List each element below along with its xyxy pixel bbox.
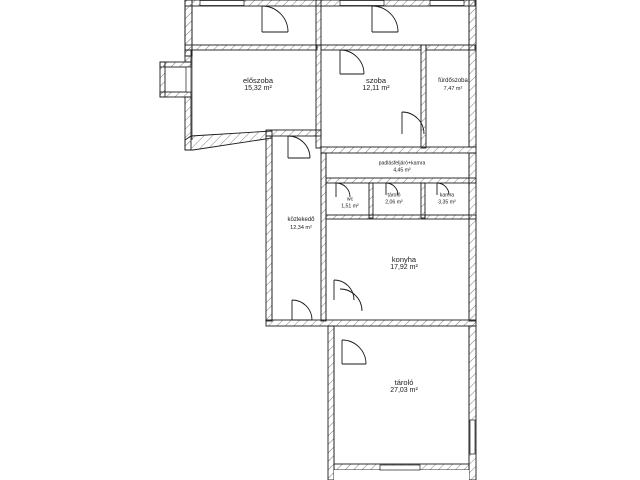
room-area: 15,32 m²	[244, 85, 272, 93]
walls-group	[160, 0, 476, 480]
room-area: 12,11 m²	[362, 85, 390, 93]
room-area: 3,35 m²	[438, 199, 456, 205]
room-name: padlásfeljáró+kamra	[378, 160, 426, 167]
room-area: 4,45 m²	[393, 167, 411, 173]
room-name: előszoba	[242, 75, 274, 85]
room-name: kamra	[439, 192, 455, 199]
room-name: tároló	[387, 192, 401, 199]
room-name: szoba	[365, 75, 387, 85]
room-area: 7,47 m²	[443, 85, 463, 92]
room-name: fürdőszoba	[438, 77, 468, 84]
room-area: 27,03 m²	[390, 387, 418, 395]
room-name: konyha	[391, 254, 417, 264]
room-name: tároló	[394, 377, 414, 387]
room-name: wc	[346, 196, 354, 203]
room-area: 2,06 m²	[385, 199, 403, 205]
room-name: közlekedő	[287, 216, 315, 223]
room-area: 12,34 m²	[290, 224, 312, 231]
room-area: 17,92 m²	[390, 264, 418, 272]
windows-group	[200, 1, 475, 471]
room-area: 1,51 m²	[341, 203, 359, 209]
